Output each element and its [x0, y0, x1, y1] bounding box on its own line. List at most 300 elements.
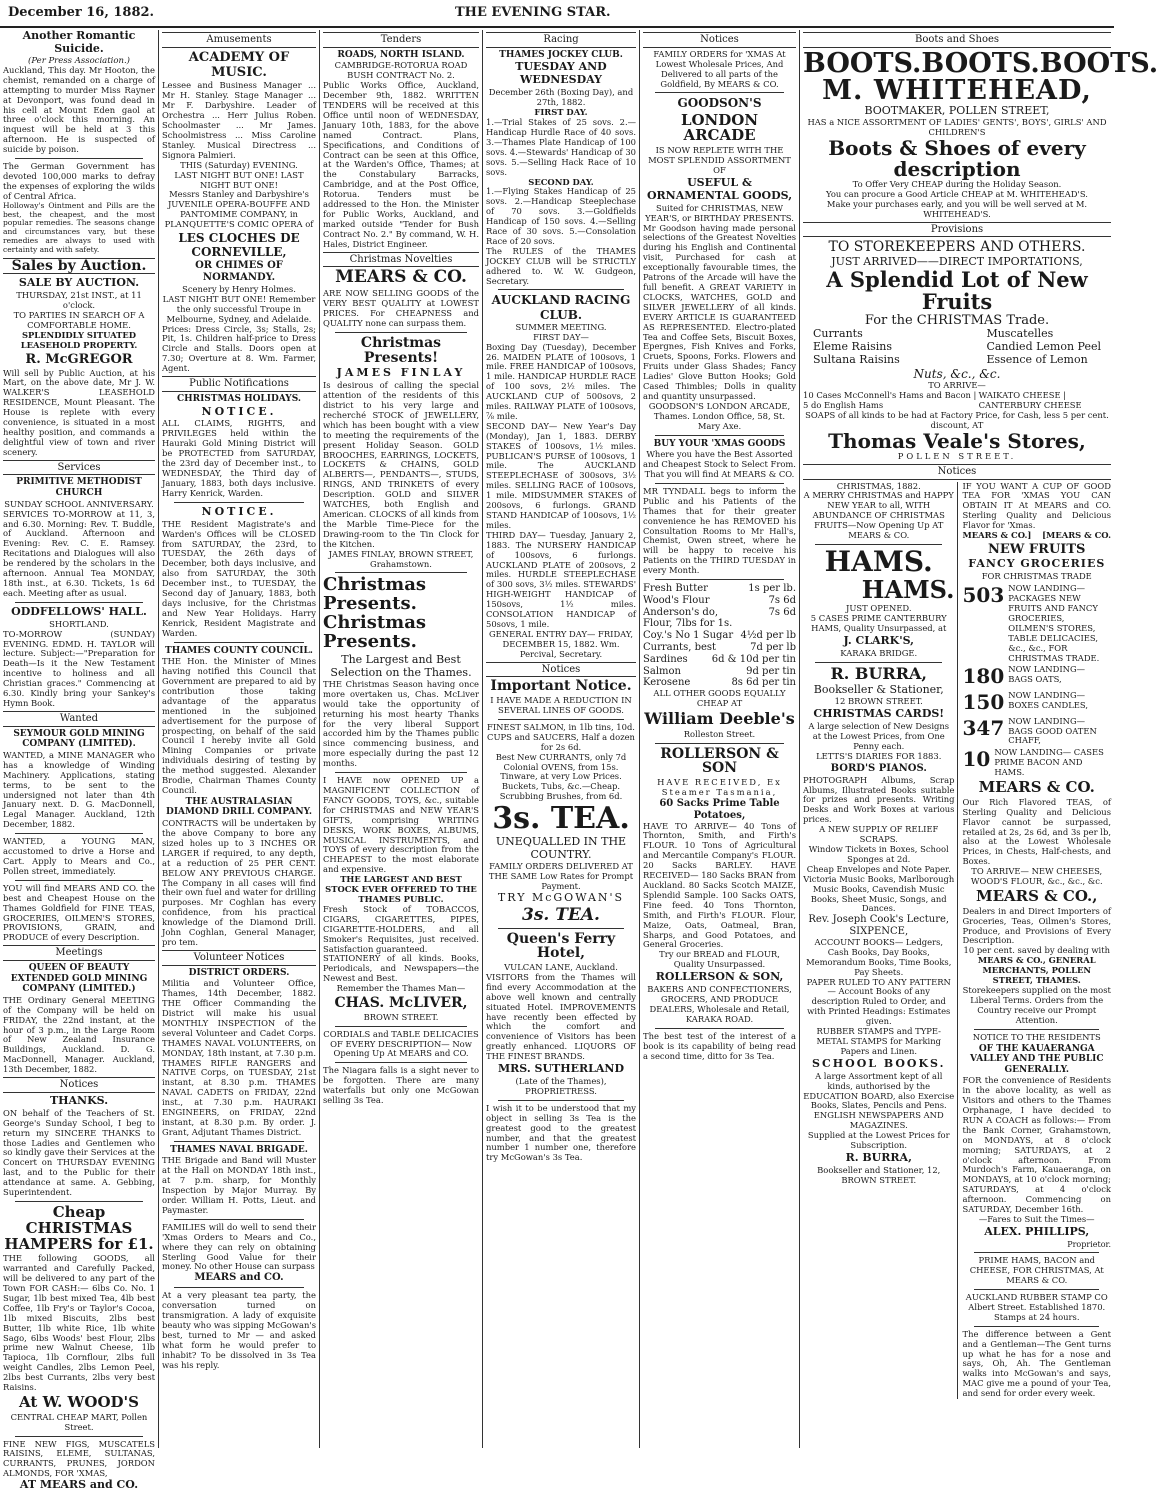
- services-sub: SUNDAY SCHOOL ANNIVERSARY.: [4, 498, 154, 509]
- waikato: WAIKATO CHEESE | CANTERBURY CHEESE: [978, 390, 1082, 411]
- last-night: LAST NIGHT BUT ONE! LAST NIGHT BUT ONE!: [174, 169, 304, 190]
- arcade-addr: GOODSON'S LONDON ARCADE, Thames. London Office, 58, St. Mary Axe.: [648, 400, 791, 431]
- burra: R. BURRA,: [830, 663, 927, 683]
- racing-section-head: Racing: [486, 32, 636, 48]
- early: Make your purchases early, and you will be well served at M. WHITEHEAD'S.: [826, 198, 1088, 219]
- landing-list: [962, 584, 1111, 778]
- notices-right: [962, 482, 1111, 1400]
- academy-title: ACADEMY OF MUSIC.: [188, 49, 290, 81]
- first-day: FIRST DAY.: [534, 107, 588, 118]
- diamond-body: CONTRACTS will be undertaken by the above Company to bore any sized holes up to 3 INCHES OR LARGER if required, to any depth, at a reduction of 25 PER CENT. BELOW ANY PREVIOUS CHARGE. The Company in all cases will find their own fuel and water for drilling purposes. Mr Coghlan has every confidence, from his practical knowledge of the Diamond Drill. John Coghlan, General Manager, pro tem.: [162, 818, 316, 947]
- rollerson-title: ROLLERSON & SON: [660, 745, 779, 777]
- whitehead-name: M. WHITEHEAD,: [822, 74, 1092, 106]
- price-row: [643, 618, 796, 630]
- tyndall-body: MR TYNDALL begs to inform the Public and his Patients of the Thames that for their greater convenience he has REMOVED his Consultation Rooms to Mr Hall's, Chemist, Owen street, where he will be happy to receive his Patients on the THIRD TUESDAY in every Month.: [643, 485, 796, 576]
- divider: [15, 158, 143, 159]
- sutherland: MRS. SUTHERLAND: [497, 1062, 625, 1076]
- landing-count: 10: [962, 747, 991, 772]
- divider: [335, 332, 467, 333]
- finlay-foot: JAMES FINLAY, BROWN STREET, Grahamstown.: [328, 548, 474, 569]
- stationery: STATIONERY of all kinds. Books, Periodicals, and Newspapers—the Newest and Best.: [323, 953, 479, 984]
- storekeepers-2: Storekeepers supplied on the most Liberal Terms. Orders from the Country receive our Prompt Attention.: [962, 984, 1111, 1025]
- divider: [15, 1201, 143, 1202]
- tender-body: Public Works Office, Auckland, December 9th, 1882. WRITTEN TENDERS will be received at this Office until noon of WEDNESDAY, January 10th, 1883, for the above named Contract. Plans, Specifications, and Conditions of Contract can be seen at this Office, at the Warden's Office, Thames; at the Constabulary Barracks, Cambridge, and at the Post Office, Rotorua. Tenders must be addressed to the Hon. the Minister for Public Works, Auckland, and marked outside "Tender for Bush Contract No. 2." By command, W. H. Hales, District Engineer.: [323, 80, 479, 249]
- price-value: 1s per lb.: [748, 583, 796, 595]
- arc-second: SECOND DAY— New Year's Day (Monday), Jan 1, 1883. DERBY STAKES of 100sovs, 1½ miles. PUBLICAN'S PURSE of 100sovs, 1 mile. The AUCKLAND STEEPLECHASE of 300sovs, 3½ miles. SELLING RACE of 100sovs, 1 mile. MIDSUMMER STAKES of 200sovs, 6 furlongs. GRAND STAND HANDICAP of 100sovs, 1½ miles.: [486, 420, 636, 530]
- summer-meeting: SUMMER MEETING.: [515, 321, 607, 332]
- thanks-body: ON behalf of the Teachers of St. George's Sunday School, I beg to return my SINCERE THANKS to those Ladies and Gentlemen who so kindly gave their Services at the Concert on THURSDAY EVENING last, and to the Public for their attendance at same. A. Gebbing, Superintendent.: [3, 1107, 155, 1198]
- sale-to: TO PARTIES IN SEARCH OF A COMFORTABLE HOME.: [13, 310, 145, 331]
- divider: [335, 1026, 467, 1027]
- goodson: GOODSON'S: [677, 96, 762, 111]
- divider: [655, 435, 784, 436]
- price-list: [643, 583, 796, 689]
- school-body: A large Assortment kept of all kinds, authorised by the EDUCATION BOARD, also Exercise Books, Slates, Pencils and Pens.: [803, 1070, 955, 1111]
- landing-text: NOW LANDING— PACKAGES NEW FRUITS AND FANCY GROCERIES, OILMEN'S STORES, TABLE DELICACIES, &c., &c., FOR CHRISTMAS TRADE.: [1008, 583, 1100, 663]
- divider: [15, 1436, 143, 1437]
- price-item: Wood's Flour: [643, 594, 710, 606]
- divider: [815, 662, 942, 663]
- deeble-addr: Rolleston Street.: [683, 728, 756, 739]
- tenders-section-head: Tenders: [323, 32, 479, 48]
- try-tea: 3s. TEA.: [522, 904, 600, 925]
- council-body: THE Hon. the Minister of Mines having notified this Council that Government are prepared to aid by contribution those taking advantage of the apparatus mentioned in the subjoined advertisement for the purpose of prospecting, on behalf of the said Council I hereby invite all Gold Mining Companies or private individuals desiring of testing by the method suggested. Alexander Brodie, Chairman Thames County Council.: [162, 656, 316, 795]
- boots-banner: [803, 47, 1158, 79]
- price-value: 7s 6d: [768, 606, 796, 618]
- best-test: The best test of the interest of a book is its capability of being read a second time, ditto for 3s Tea.: [643, 1030, 796, 1061]
- fruits-left: [813, 328, 900, 367]
- chimes-title: OR CHIMES OF NORMANDY.: [195, 260, 283, 284]
- school-books: SCHOOL BOOKS.: [812, 1056, 946, 1070]
- fruit-item: Essence of Lemon: [986, 353, 1088, 367]
- council-title: THAMES COUNTY COUNCIL.: [165, 645, 313, 656]
- brigade-title: THAMES NAVAL BRIGADE.: [170, 1144, 308, 1155]
- second-day: SECOND DAY.: [528, 176, 594, 187]
- boots-desc: Boots & Shoes of every description: [828, 135, 1086, 181]
- divider: [655, 743, 784, 744]
- landing-count: 347: [962, 715, 1005, 740]
- arc-first: FIRST DAY—: [533, 331, 589, 342]
- sale-date: THURSDAY, 21st INST., at 11 o'clock.: [16, 290, 142, 311]
- mcliver-name: CHAS. McLIVER,: [334, 995, 468, 1012]
- meeting-body: THE Ordinary General MEETING of the Company will be held on FRIDAY, the 22nd instant, at the hour of 3 p.m., in the Large Room of New Zealand Insurance Buildings, Auckland. D. G. MacDonnell, Manager. Auckland, 13th December, 1882.: [3, 994, 155, 1075]
- rubber-stamp: AUCKLAND RUBBER STAMP CO Albert Street. Established 1870. Stamps at 24 hours.: [965, 1292, 1108, 1322]
- fruit-item: Sultana Raisins: [813, 353, 900, 367]
- for-trade: FOR CHRISTMAS TRADE: [981, 571, 1092, 582]
- finlay-body: Is desirous of calling the special attention of the residents of this district to his very large and recherché STOCK of JEWELLERY, which has been bought with a view to meeting the requirements of the present Holiday Season. GOLD BROOCHES, EARRINGS, LOCKETS, LOCKETS & CHAINS, GOLD ALBERTS—, PENDANTS—, STUDS, RINGS, AND TRINKETS of every Description. GOLD and SILVER WATCHES, both English and American. CLOCKS of all kinds from the Marble Time-Piece for the Drawing-room to the Tin Clock for the Kitchen.: [323, 380, 479, 549]
- tea-big: 3s. TEA.: [492, 801, 630, 837]
- divider: [974, 1252, 1099, 1253]
- meetings-section-head: Meetings: [3, 945, 155, 961]
- landing-count: 150: [962, 690, 1005, 715]
- race-date: December 26th (Boxing Day), and 27th, 1882.: [488, 87, 634, 108]
- try-mcgowan: TRY McGOWAN'S: [497, 890, 625, 904]
- cheese-arrive: TO ARRIVE— NEW CHEESES, WOOD'S FLOUR, &c., &c., &c.: [970, 866, 1103, 887]
- wood-sub: CENTRAL CHEAP MART, Pollen Street.: [10, 1411, 148, 1432]
- proprietor: Proprietor.: [1067, 1239, 1111, 1249]
- storekeepers: TO STOREKEEPERS AND OTHERS.: [828, 239, 1086, 256]
- this-evening: THIS (Saturday) EVENING.: [180, 159, 298, 170]
- cordials: CORDIALS and TABLE DELICACIES OF EVERY DESCRIPTION— Now Opening Up At MEARS and CO.: [323, 1028, 479, 1059]
- letts: LETTS'S DIARIES FOR 1883.: [816, 750, 942, 761]
- wanted-1-title: SEYMOUR GOLD MINING COMPANY (LIMITED).: [13, 728, 145, 750]
- mcliver-addr: BROWN STREET.: [363, 1011, 439, 1022]
- cloches-title: LES CLOCHES DE CORNEVILLE,: [178, 231, 300, 260]
- divider: [655, 483, 784, 484]
- stamps: RUBBER STAMPS and TYPE-METAL STAMPS for Marking Papers and Linen.: [816, 1026, 942, 1056]
- prices: Prices: Dress Circle, 3s; Stalls, 2s; Pit, 1s. Children half-price to Dress Circle and Stalls. Doors open at 7.30; Overture at 8. Wm. Farmer, Agent.: [162, 323, 316, 374]
- first-day-list: 1.—Trial Stakes of 25 sovs. 2.—Handicap Hurdle Race of 40 sovs. 3.—Thames Plate Handicap of 100 sovs. 4.—Stewards' Handicap of 30 sovs. 5.—Selling Hack Race of 10 sovs.: [486, 117, 636, 177]
- landing-row: [962, 691, 1111, 715]
- fruit-item: Currants: [813, 327, 863, 341]
- prime-hams: PRIME HAMS, BACON and CHEESE, FOR CHRISTMAS, At MEARS & CO.: [969, 1255, 1104, 1286]
- district-orders-title: DISTRICT ORDERS.: [188, 967, 290, 978]
- price-value: 4½d per lb: [740, 630, 796, 642]
- services-section-head: Services: [3, 460, 155, 476]
- buckets: Buckets, Tubs, &c.—Cheap.: [501, 781, 621, 792]
- wanted-section-head: Wanted: [3, 711, 155, 727]
- price-item: Coy.'s No 1 Sugar: [643, 630, 734, 642]
- holidays-body: ALL CLAIMS, RIGHTS, and PRIVILEGES held within the Hauraki Gold Mining District will be PROTECTED from SATURDAY, the 23rd day of December inst., to WEDNESDAY, the Third day of January, 1883, both days inclusive. Harry Kenrick, Warden.: [162, 418, 316, 498]
- diamond-title: THE AUSTRALASIAN DIAMOND DRILL COMPANY.: [166, 796, 312, 818]
- account: ACCOUNT BOOKS— Ledgers, Cash Books, Day Books, Memorandum Books, Time Books, Pay Sheets.: [806, 936, 952, 977]
- presents-title: Christmas Presents!: [360, 334, 442, 366]
- veale-addr: POLLEN STREET.: [897, 450, 1017, 461]
- divider: [174, 1287, 304, 1288]
- bookseller-2: Bookseller and Stationer, 12, BROWN STREET.: [817, 1164, 941, 1185]
- boots-word: BOOTS.: [803, 47, 922, 79]
- just-arrived: JUST ARRIVED——DIRECT IMPORTATIONS,: [831, 254, 1083, 268]
- district-orders-body: Militia and Volunteer Office, Thames, 14th December, 1882. THE Officer Commanding the District will make his usual MONTHLY INSPECTION of the several Volunteer and Cadet Corps. THAMES NAVAL VOLUNTEERS, on MONDAY, 18th instant, at 7.30 p.m. THAMES RIFLE RANGERS and NATIVE Corps, on TUESDAY, 21st instant, at 8.30 p.m. THAMES NAVAL CADETS on FRIDAY, 22nd inst., at 7.30 p.m. HAURAKI ENGINEERS, on FRIDAY, 22nd instant, at 8.30 p.m. By order. J. Grant, Adjutant Thames District.: [162, 978, 316, 1137]
- landing-row: [962, 584, 1111, 663]
- column-6: [800, 30, 1158, 1448]
- header-date: December 16, 1882.: [8, 5, 155, 20]
- finlay-name: JAMES FINLAY: [336, 366, 466, 380]
- race-days: TUESDAY AND WEDNESDAY: [515, 60, 607, 87]
- oddfellows-title: ODDFELLOWS' HALL.: [11, 604, 147, 618]
- run-cash: 10 per cent. saved by dealing with: [963, 945, 1110, 956]
- notices-section-head-6: Notices: [803, 464, 1111, 480]
- divider: [335, 1062, 467, 1063]
- services-title: PRIMITIVE METHODIST CHURCH: [16, 477, 142, 499]
- soaps: SOAPS of all kinds to be had at Factory Price, for Cash, less 5 per cent. discount, AT: [805, 410, 1109, 430]
- oddfellows-body: TO-MORROW (SUNDAY) EVENING. EDMD. H. TAYLOR will lecture. Subject:—"Preparation for Death—Is it the New Testament incentive to holiness and all Christian graces." Commencing at 6.30. Kindly bring your Sankey's Hymn Book.: [3, 628, 155, 708]
- merry: A MERRY CHRISTMAS and HAPPY NEW YEAR to all, WITH ABUNDANCE OF CHRISTMAS FRUITS—Now Opening Up AT MEARS & CO.: [803, 490, 954, 541]
- divider: [174, 1219, 304, 1220]
- smokers: Fresh Stock of TOBACCOS, CIGARS, CIGARETTES, PIPES, CIGARETTE-HOLDERS, and all Smoker's Requisites, just received. Satisfaction guaranteed.: [323, 903, 479, 954]
- supplied: Supplied at the Lowest Prices for Subscription.: [807, 1130, 950, 1151]
- fruit-item: Eleme Raisins: [813, 340, 892, 354]
- xmas-1882: CHRISTMAS, 1882.: [836, 480, 921, 491]
- ovens: Colonial OVENS, from 15s.: [503, 761, 619, 772]
- sale-agent: R. McGREGOR: [25, 351, 133, 367]
- oddfellows-sub: SHORTLAND.: [49, 618, 109, 629]
- holidays-title: CHRISTMAS HOLIDAYS.: [176, 393, 302, 404]
- suited: Suited for CHRISTMAS, NEW YEAR'S, or BIRTHDAY PRESENTS.: [645, 202, 794, 223]
- cards-body: A large selection of New Designs at the Lowest Prices, from One Penny each.: [808, 721, 950, 752]
- mcgowan-foot: I wish it to be understood that my object in selling 3s Tea is the greatest good to the greatest number, and that the greatest number 1 number one, therefore try McGowan's 3s Tea.: [486, 1102, 636, 1163]
- divider: [15, 880, 143, 881]
- sale-property: SPLENDIDLY SITUATED LEASEHOLD PROPERTY.: [20, 330, 138, 350]
- divider: [974, 1289, 1099, 1290]
- brushes: Scrubbing Brushes, from 6d.: [499, 791, 623, 802]
- arrive-row: [803, 391, 1111, 411]
- karaka: KARAKA BRIDGE.: [840, 647, 918, 658]
- bakers: BAKERS AND CONFECTIONERS, GROCERS, AND PRODUCE DEALERS, Wholesale and Retail, KARAKA ROAD.: [647, 984, 792, 1024]
- window: Window Tickets in Boxes, School Sponges at 2d.: [808, 843, 949, 864]
- mears-co-2: MEARS & CO.,: [975, 886, 1098, 905]
- paper: PAPER RULED TO ANY PATTERN— Account Books of any description Ruled to Order, and with Printed Headings: Estimates given.: [806, 976, 951, 1027]
- has-assortment: HAS a NICE ASSORTMENT OF LADIES' GENTS', BOYS', GIRLS' AND CHILDREN'S: [807, 117, 1107, 138]
- bootmaker: BOOTMAKER, POLLEN STREET,: [864, 104, 1050, 118]
- amusements-section-head: Amusements: [162, 32, 316, 48]
- boots-word: BOOTS.: [921, 47, 1040, 79]
- brigade-body: THE Brigade and Band will Muster at the Hall on MONDAY 18th inst., at 7 p.m. sharp, for Monthly Inspection by Major Murray. By order. William H. Potts, Lieut. and Paymaster.: [162, 1155, 316, 1215]
- landing-row: [962, 665, 1111, 689]
- price-item: Anderson's do,: [643, 606, 719, 618]
- notice-2-title: NOTICE.: [201, 504, 277, 518]
- divider: [655, 92, 784, 93]
- landing-text: NOW LANDING— BAGS GOOD OATEN CHAFF,: [1008, 715, 1097, 746]
- currants: Best New CURRANTS, only 7d: [495, 751, 627, 762]
- mears-co-3: MEARS & CO., GENERAL MERCHANTS, POLLEN STREET, THAMES.: [977, 955, 1096, 986]
- salmon: FINEST SALMON, in 1lb tins, 10d.: [487, 721, 635, 732]
- offer: To Offer Very CHEAP during the Holiday Season.: [852, 178, 1062, 189]
- divider: [498, 289, 624, 290]
- price-item: Salmon: [643, 665, 681, 677]
- price-item: Fresh Butter: [643, 583, 708, 595]
- unequalled: UNEQUALLED IN THE COUNTRY.: [495, 835, 627, 862]
- fruit-item: Candied Lemon Peel: [986, 340, 1101, 354]
- landing-text: NOW LANDING— BAGS OATS,: [1008, 664, 1086, 685]
- price-value: 7d per lb: [750, 642, 796, 654]
- scenery: Scenery by Henry Holmes.: [182, 283, 296, 294]
- gent-diff: The difference between a Gent and a Gentleman—The Gent turns up what he has for a nose and says, Oh, Ah. The Gentleman walks into McGowan's and says, MAC give me a pound of your Tea, and send for order every week.: [962, 1328, 1111, 1399]
- mears-right: [MEARS & CO.: [1042, 530, 1111, 541]
- news-headline: Another Romantic Suicide.: [22, 29, 136, 55]
- holloway-ad: Holloway's Ointment and Pills are the best, the cheapest, and the most popular remedies. The seasons change and circumstances vary, but these remedies are always to used with certainty and with safety.: [3, 200, 155, 254]
- price-item: Kerosene: [643, 677, 691, 689]
- niagara: The Niagara falls is a sight never to be forgotten. There are many waterfalls but only one McGowan selling 3s Tea.: [323, 1065, 479, 1106]
- proprietress: (Late of the Thames), PROPRIETRESS.: [515, 1076, 607, 1096]
- just-opened: JUST OPENED.: [845, 602, 912, 613]
- largest: The Largest and Best Selection on the Thames.: [330, 653, 472, 679]
- sale-body: Will sell by Public Auction, at his Mart, on the above date, Mr J. W. WALKER'S LEASEHOLD RESIDENCE, Mount Pleasant. The House is replete with every convenience, is situated in a most healthy position, and commands a delightful view of town and river scenery.: [3, 367, 155, 457]
- divider: [174, 642, 304, 643]
- column-3: [320, 30, 483, 1448]
- hampers-title: Cheap CHRISTMAS HAMPERS for £1.: [4, 1203, 154, 1253]
- try-bread: Try our BREAD and FLOUR, Quality Unsurpassed.: [659, 949, 780, 970]
- price-row: [643, 607, 796, 619]
- divider: [335, 772, 467, 773]
- cases: 10 Cases McConnell's Hams and Bacon | 5 do English Hams: [803, 390, 977, 411]
- mears-title: MEARS & CO.: [335, 267, 467, 288]
- fruits-right: [986, 328, 1101, 367]
- landing-count: 503: [962, 583, 1005, 608]
- page-header: [0, 0, 1114, 28]
- price-row: [643, 666, 796, 678]
- kauaeranga: OF THE KAUAERANGA VALLEY AND THE PUBLIC GENERALLY.: [969, 1043, 1104, 1075]
- landing-row: [962, 717, 1111, 747]
- price-item: Sardines: [643, 653, 688, 665]
- price-item: Flour, 7lbs for 1s.: [643, 618, 733, 630]
- notices-section-head-5: Notices: [643, 32, 796, 48]
- mears-banner: [962, 531, 1111, 541]
- pun-body: At a very pleasant tea party, the conversation turned on transmigration. A lady of exquisite beauty who was sipping McGowan's best, turned to Mr — and asked what form he would prefer to inhabit? To be dissolved in 3s Tea was his reply.: [162, 1290, 316, 1370]
- hams: HAMS.: [824, 544, 933, 578]
- fruits-list: [803, 328, 1111, 367]
- boots-section-head: Boots and Shoes: [803, 32, 1111, 48]
- queens-body: VISITORS from the Thames will find every Accommodation at the above well known and centrally situated Hotel. IMPROVEMENTS have recently been effected by which the comfort and convenience of Visitors has been greatly enhanced. LIQUORS OF THE FINEST BRANDS.: [486, 971, 636, 1062]
- queens-ferry: Queen's Ferry Hotel,: [506, 930, 616, 962]
- arc-title: AUCKLAND RACING CLUB.: [491, 293, 631, 322]
- roads-title: ROADS, NORTH ISLAND.: [337, 49, 465, 60]
- relief: A NEW SUPPLY OF RELIEF SCRAPS.: [819, 824, 939, 845]
- header-title: THE EVENING STAR.: [455, 5, 611, 20]
- families-foot: MEARS and CO.: [194, 1272, 284, 1284]
- mears-left: MEARS & CO.]: [962, 530, 1032, 541]
- holidays-notice: NOTICE.: [201, 404, 277, 418]
- column-1: [0, 29, 159, 1492]
- column-5: [640, 30, 800, 1448]
- phillips: ALEX. PHILLIPS,: [984, 1224, 1090, 1238]
- thanks-title: THANKS.: [49, 1093, 109, 1107]
- divider: [655, 1028, 784, 1029]
- landing-text: NOW LANDING— BOXES CANDLES,: [1008, 690, 1089, 710]
- column-2: [159, 30, 320, 1448]
- vulcan-lane: VULCAN LANE, Auckland.: [504, 961, 618, 972]
- price-row: [643, 654, 796, 666]
- entry-day: GENERAL ENTRY DAY— FRIDAY, DECEMBER 15, 1882. Wm. Percival, Secretary.: [488, 628, 634, 659]
- divider: [15, 602, 143, 603]
- juvenile-company: Messrs Stanley and Darbyshire's JUVENILE OPERA-BOUFFE AND PANTOMIME COMPANY, in PLANQUETTE'S COMIC OPERA of: [164, 189, 314, 230]
- divider: [174, 502, 304, 503]
- price-value: 8s 6d per tin: [731, 677, 796, 689]
- divider: [655, 579, 784, 580]
- divider: [498, 719, 624, 720]
- buy-body: Where you have the Best Assorted and Cheapest Stock to Select From. That you will find At MEARS & CO.: [643, 449, 796, 479]
- price-row: [643, 630, 796, 642]
- news-item: The German Government has devoted 100,000 marks to defray the expenses of exploring the wilds of Central Africa.: [3, 161, 155, 201]
- price-item: Currants, best: [643, 642, 717, 654]
- column-4: [483, 30, 640, 1448]
- fruit-item: Muscatelles: [986, 327, 1054, 341]
- teas: Our Rich Flavored TEAS, of Sterling Quality and Delicious Flavor cannot be surpassed, retailed at 2s, 2s 6d, and 3s per lb, also at the Lowest Wholesale Prices, in Chests, Half-chests, and Boxes.: [962, 796, 1111, 867]
- price-row: [643, 583, 796, 595]
- landing-count: 180: [962, 664, 1005, 689]
- arc-third: THIRD DAY— Tuesday, January 2, 1883. The NURSERY HANDICAP of 100sovs, 6 furlongs. AUCKLAND PLATE of 200sovs, 2 miles. HURDLE STEEPLECHASE of 300 sovs, 3½ miles. STEWARDS' HIGH-WEIGHT HANDICAP of 150sovs, 1½ miles. CONSOLATION HANDICAP of 50sovs, 1 mile.: [486, 529, 636, 629]
- rollerson-body: HAVE TO ARRIVE— 40 Tons of Thornton, Smith, and Firth's FLOUR. 10 Tons of Agricultural and Mercantile Company's FLOUR. 20 Sacks BARLEY. HAVE RECEIVED— 180 Sacks BRAN from Auckland. 80 Sacks Scotch MAIZE, Splendid Sample. 100 Sacks OATS, Fine feed. 40 Tons Thornton, Smith, and Firth's FLOUR. Flour, Maize, Oats, Oatmeal, Bran, Sharps, and Good Potatoes, and General Groceries.: [643, 820, 796, 950]
- family-orders-xmas: FAMILY ORDERS for 'XMAS At Lowest Wholesale Prices, And Delivered to all parts of the Goldfield, By MEARS & CO.: [653, 48, 786, 89]
- notices-grid: [803, 482, 1111, 1400]
- notice-2-body: THE Resident Magistrate's and Warden's Offices will be CLOSED from SATURDAY, the 23rd, to TUESDAY, the 26th days of December, both days inclusive, and also from SATURDAY, the 30th December inst., to TUESDAY, the Second day of January, 1883, both days inclusive, for the Christmas and New Year Holidays. Harry Kenrick, Resident Magistrate and Warden.: [162, 518, 316, 638]
- second-day-list: 1.—Flying Stakes Handicap of 25 sovs. 2.—Handicap Steeplechase of 70 sovs. 3.—Goldfields Handicap of 150 sovs. 4.—Selling Race of 30 sovs. 5.—Consolation Race of 20 sovs.: [486, 186, 636, 246]
- veale: Thomas Veale's Stores,: [828, 428, 1086, 453]
- cheap-at: ALL OTHER GOODS EQUALLY CHEAP AT: [653, 688, 786, 709]
- price-value: 6d & 10d per tin: [711, 653, 796, 665]
- splendid-lot: A Splendid Lot of New Fruits: [826, 266, 1088, 314]
- envelopes: Cheap Envelopes and Note Paper.: [806, 863, 951, 874]
- hams-2: HAMS.: [861, 574, 955, 604]
- procure: You can procure a Good Article CHEAP at M. WHITEHEAD'S.: [826, 188, 1088, 199]
- mears-co: MEARS & CO.: [978, 778, 1095, 797]
- notices-section-head: Notices: [3, 1077, 155, 1093]
- wood-title: At W. WOOD'S: [19, 1392, 139, 1411]
- academy-staff: Lessee and Business Manager ... Mr H. Stanley. Stage Manager ... Mr F. Darbyshire. Leader of Orchestra ... Herr Julius Roben. Schoolmaster ... Mr James. Schoolmistress ... Miss Caroline Stanley. Musical Directress ... Signora Palmieri.: [162, 80, 316, 160]
- cup-of-tea: IF YOU WANT A CUP OF GOOD TEA FOR 'XMAS YOU CAN OBTAIN IT At MEARS and CO. Sterling Quality and Delicious Flavor for 'Xmas.: [962, 480, 1111, 531]
- clarks: 5 CASES PRIME CANTERBURY HAMS, Quality Unsurpassed, at: [810, 612, 947, 633]
- notices-section-head-4: Notices: [486, 662, 636, 678]
- reduction: I HAVE MADE A REDUCTION IN SEVERAL LINES OF GOODS.: [490, 695, 632, 715]
- fruit-foot: AT MEARS and CO.: [19, 1478, 139, 1492]
- rollerson-2: ROLLERSON & SON,: [655, 970, 784, 984]
- deeble: William Deeble's: [644, 709, 795, 729]
- useful-goods: USEFUL & ORNAMENTAL GOODS,: [646, 175, 793, 202]
- jockey-club: THAMES JOCKEY CLUB.: [499, 49, 623, 60]
- largest-2: THE LARGEST AND BEST STOCK EVER OFFERED TO THE THAMES PUBLIC.: [325, 874, 477, 904]
- divider: [335, 572, 467, 573]
- price-row: [643, 595, 796, 607]
- meeting-title: QUEEN OF BEAUTY EXTENDED GOLD MINING COMPANY (LIMITED.): [10, 963, 148, 995]
- wanted-3-body: YOU will find MEARS AND CO. the best and Cheapest House on the Thames Goldfield for FINE TEAS, GROCERIES, OILMEN'S STORES, PROVISIONS, GRAIN, and PRODUCE of every Description.: [3, 882, 155, 943]
- english-papers: ENGLISH NEWSPAPERS AND MAGAZINES.: [813, 1110, 944, 1131]
- boots-word: BOOTS.: [1039, 47, 1158, 79]
- divider: [974, 1029, 1099, 1030]
- mears-body: ARE NOW SELLING GOODS of the VERY BEST QUALITY at LOWEST PRICES. For CHEAPNESS and QUALITY none can surpass them.: [323, 288, 479, 328]
- remember-thames: Remember the Thames Man—: [336, 983, 466, 994]
- news-body: Auckland, This day. Mr Hooton, the chemist, remanded on a charge of attempting to murder Miss Rayner at Devonport, was found dead in his cell at Mount Eden gaol at three o'clock this morning. An inquest will be held at 3 this afternoon. He is suspected of suicide by poison.: [3, 64, 155, 155]
- music: Victoria Music Books, Marlborough Music Books, Cavendish Music Books, Sheet Music, Songs, and Dances.: [803, 873, 955, 914]
- landing-text: NOW LANDING— CASES PRIME BACON AND HAMS.: [994, 747, 1104, 778]
- remember: LAST NIGHT BUT ONE! Remember the only successful Troupe in Melbourne, Sydney, and Adelaide.: [162, 293, 316, 324]
- divider: [498, 1100, 624, 1101]
- burra-2: R. BURRA,: [845, 1151, 912, 1165]
- price-row: [643, 642, 796, 654]
- wanted-2-body: WANTED, a YOUNG MAN, accustomed to drive a Horse and Cart. Apply to Mears and Co., Pollen street, immediately.: [3, 836, 155, 876]
- bookseller: Bookseller & Stationer,: [813, 683, 944, 697]
- to-arrive: TO ARRIVE—: [928, 380, 986, 391]
- divider: [974, 1326, 1099, 1327]
- divider: [498, 928, 624, 929]
- sales-section-head: Sales by Auction.: [3, 258, 155, 275]
- replete: IS NOW REPLETE WITH THE MOST SPLENDID ASSORTMENT OF: [648, 145, 791, 175]
- news-subhead: (Per Press Association.): [28, 55, 130, 66]
- wanted-1-body: WANTED, a MINE MANAGER who has a knowledge of Winding Machinery. Applications, stating terms, to be sent to the undersigned not later than 4th January next. D. G. MacDonnell, Legal Manager. Auckland, 12th December, 1882.: [3, 749, 155, 830]
- presents-2: Christmas Presents. Christmas Presents.: [323, 574, 427, 653]
- clark: J. CLARK'S,: [843, 633, 914, 647]
- public-section-head: Public Notifications: [162, 376, 316, 392]
- hampers-body: THE following GOODS, all warranted and Carefully Packed, will be delivered to any part of the Town FOR CASH:— 6lbs Co. No. 1 Sugar, 1lb best mixed Tea, 4lb best Coffee, 1lb Fry's or Taylor's Cocoa, 1lb mixed Biscuits, 2lbs best Butter, 1lb white Rice, 1lb white Sago, 6lbs Woods' best Flour, 2lbs prime new Walnut Cheese, 1lb Tapioca, 1lb Cornflour, 2lbs full weight Candles, 2lbs Lemon Peel, 2lbs best Currants, 2lbs very best Raisins.: [3, 1253, 155, 1393]
- lecture: Rev. Joseph Cook's Lecture, SIXPENCE,: [808, 914, 950, 938]
- notice-residents: NOTICE TO THE RESIDENTS: [972, 1031, 1101, 1042]
- divider: [15, 833, 143, 834]
- arc-body: Boxing Day (Tuesday), December 26. MAIDEN PLATE of 100sovs, 1 mile. FREE HANDICAP of 100sovs, 1 mile. HANDICAP HURDLE RACE of 100 sovs, 2½ miles. The AUCKLAND CUP of 500sovs, 2 miles. RAILWAY PLATE of 100sovs, ⅞ mile.: [486, 341, 636, 421]
- coach: FOR the convenience of Residents in the above locality, as well as Visitors and others to the Thames Orphanage, I have decided to RUN A COACH as follows:— From the Bank Corner, Grahamstown, on MONDAYS, at 8 o'clock morning; SATURDAYS, at 2 o'clock afternoon. From Murdoch's Farm, Kauaeranga, on MONDAYS, at 10 o'clock morning; SATURDAYS, at 4 o'clock afternoon. Commencing on SATURDAY, December 16th.: [962, 1075, 1111, 1215]
- notices-left: [803, 482, 958, 1400]
- fancy-groceries: FANCY GROCERIES: [968, 557, 1106, 571]
- contract-title: CAMBRIDGE-ROTORUA ROAD BUSH CONTRACT No. 2.: [334, 60, 468, 81]
- fruit-body: FINE NEW FIGS, MUSCATELS RAISINS, ELEME, SULTANAS, CURRANTS, PRUNES, JORDON ALMONDS, FOR 'XMAS,: [3, 1438, 155, 1479]
- family-orders: FAMILY ORDERS DELIVERED AT THE SAME Low Rates for Prompt Payment.: [488, 861, 634, 891]
- sale-title: SALE BY AUCTION.: [18, 276, 140, 290]
- rules: The RULES of the THAMES JOCKEY CLUB will be STRICTLY adhered to. W. W. Gudgeon, Secretary.: [486, 245, 636, 286]
- buy-title: BUY YOUR 'XMAS GOODS: [653, 438, 786, 449]
- fares: —Fares to Suit the Times—: [978, 1214, 1095, 1225]
- nuts: Nuts, &c., &c.: [913, 367, 1001, 382]
- provisions-section-head: Provisions: [803, 222, 1111, 238]
- price-value: 7s 6d: [768, 594, 796, 606]
- sacks: 60 Sacks Prime Table Potatoes,: [659, 797, 780, 821]
